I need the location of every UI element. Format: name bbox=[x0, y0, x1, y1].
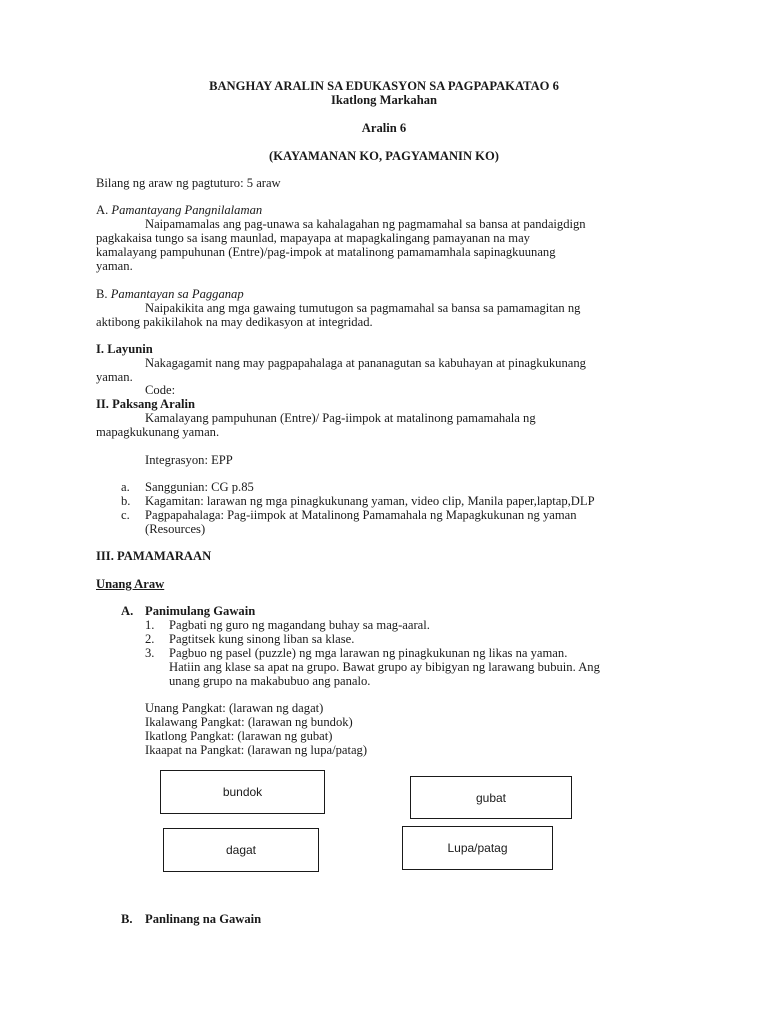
section-a-line: yaman. bbox=[96, 259, 133, 273]
pagpapahalaga-continuation: (Resources) bbox=[145, 522, 206, 536]
group-line: Ikalawang Pangkat: (larawan ng bundok) bbox=[145, 715, 353, 729]
section-b-heading bbox=[96, 287, 244, 301]
step-continuation: Hatiin ang klase sa apat na grupo. Bawat grupo ay bibigyan ng larawang bubuin. Ang bbox=[169, 660, 600, 674]
step-continuation: unang grupo na makabubuo ang panalo. bbox=[169, 674, 371, 688]
layunin-heading: I. Layunin bbox=[96, 342, 153, 356]
sanggunian-item: Sanggunian: CG p.85 bbox=[145, 480, 254, 494]
section-a-line: Naipamamalas ang pag-unawa sa kahalagahan ng pagmamahal sa bansa at pandaigdign bbox=[145, 217, 586, 231]
section-a-title: Pamantayang Pangnilalaman bbox=[111, 203, 263, 217]
step-marker: 2. bbox=[145, 632, 155, 646]
panimulang-gawain-title: Panimulang Gawain bbox=[145, 604, 256, 618]
panimulang-gawain-letter: A. bbox=[121, 604, 134, 618]
word-box-lupa-patag: Lupa/patag bbox=[402, 826, 553, 870]
section-a-line: pagkakaisa tungo sa isang maunlad, mapayapa at mapagkalingang pamayanan na may bbox=[96, 231, 530, 245]
lesson-title: (KAYAMANAN KO, PAGYAMANIN KO) bbox=[269, 149, 499, 163]
section-b-letter: B. bbox=[96, 287, 108, 301]
quarter-label: Ikatlong Markahan bbox=[330, 93, 438, 107]
word-box-dagat: dagat bbox=[163, 828, 319, 872]
group-line: Unang Pangkat: (larawan ng dagat) bbox=[145, 701, 324, 715]
word-box-gubat: gubat bbox=[410, 776, 572, 819]
section-b-title: Pamantayan sa Pagganap bbox=[110, 287, 244, 301]
lesson-number: Aralin 6 bbox=[361, 121, 407, 135]
panlinang-gawain-title: Panlinang na Gawain bbox=[145, 912, 262, 926]
unang-araw-heading: Unang Araw bbox=[96, 577, 165, 591]
layunin-code: Code: bbox=[145, 383, 176, 397]
layunin-line: yaman. bbox=[96, 370, 133, 384]
integrasyon-label: Integrasyon: EPP bbox=[145, 453, 233, 467]
list-marker: c. bbox=[121, 508, 130, 522]
group-line: Ikaapat na Pangkat: (larawan ng lupa/patag) bbox=[145, 743, 368, 757]
step-marker: 1. bbox=[145, 618, 155, 632]
section-b-line: Naipakikita ang mga gawaing tumutugon sa pagmamahal sa bansa sa pamamagitan ng bbox=[145, 301, 581, 315]
paksang-aralin-line: mapagkukunang yaman. bbox=[96, 425, 220, 439]
document-title: BANGHAY ARALIN SA EDUKASYON SA PAGPAPAKATAO 6 bbox=[209, 79, 559, 93]
group-line: Ikatlong Pangkat: (larawan ng gubat) bbox=[145, 729, 333, 743]
section-a-line: kamalayang pampuhunan (Entre)/pag-impok at matalinong pamamamhala sapinagkuunang bbox=[96, 245, 556, 259]
days-of-teaching: Bilang ng araw ng pagtuturo: 5 araw bbox=[96, 176, 281, 190]
list-marker: b. bbox=[121, 494, 131, 508]
step-text: Pagtitsek kung sinong liban sa klase. bbox=[169, 632, 355, 646]
pagpapahalaga-item: Pagpapahalaga: Pag-iimpok at Matalinong Pamamahala ng Mapagkukunan ng yaman bbox=[145, 508, 577, 522]
word-box-bundok: bundok bbox=[160, 770, 325, 814]
step-text: Pagbati ng guro ng magandang buhay sa mag-aaral. bbox=[169, 618, 430, 632]
section-a-heading bbox=[96, 203, 262, 217]
step-text: Pagbuo ng pasel (puzzle) ng mga larawan ng pinagkukunan ng likas na yaman. bbox=[169, 646, 568, 660]
panlinang-gawain-letter: B. bbox=[121, 912, 133, 926]
section-b-line: aktibong pakikilahok na may dedikasyon at integridad. bbox=[96, 315, 373, 329]
layunin-line: Nakagagamit nang may pagpapahalaga at pananagutan sa kabuhayan at pinagkukunang bbox=[145, 356, 586, 370]
list-marker: a. bbox=[121, 480, 130, 494]
pamamaraan-heading: III. PAMAMARAAN bbox=[96, 549, 212, 563]
paksang-aralin-line: Kamalayang pampuhunan (Entre)/ Pag-iimpok at matalinong pamamahala ng bbox=[145, 411, 536, 425]
step-marker: 3. bbox=[145, 646, 155, 660]
kagamitan-item: Kagamitan: larawan ng mga pinagkukunang yaman, video clip, Manila paper,laptap,DLP bbox=[145, 494, 595, 508]
section-a-letter: A. bbox=[96, 203, 109, 217]
paksang-aralin-heading: II. Paksang Aralin bbox=[96, 397, 196, 411]
